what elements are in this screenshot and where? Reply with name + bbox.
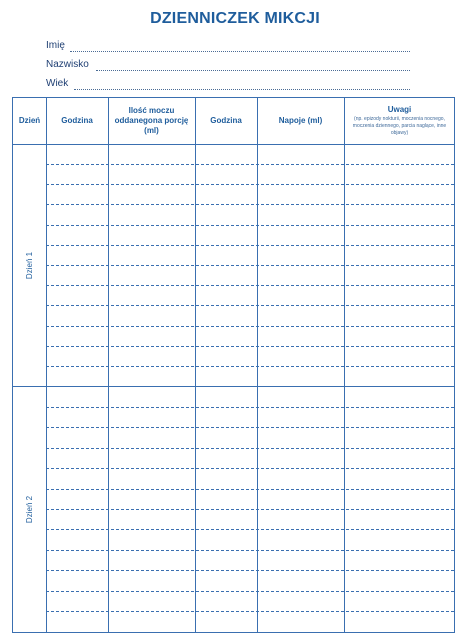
surname-field[interactable] [46, 59, 410, 73]
entry-row-line[interactable] [46, 184, 454, 185]
entry-row-line[interactable] [46, 366, 454, 367]
day-2-label [13, 386, 46, 633]
voiding-diary-table [12, 97, 455, 633]
header-time-1: Godzina [61, 116, 93, 125]
column-divider [195, 98, 196, 632]
column-divider [46, 98, 47, 632]
header-day: Dzień [18, 116, 41, 125]
surname-dotted-line[interactable] [96, 70, 410, 71]
entry-row-line[interactable] [46, 305, 454, 306]
entry-row-line[interactable] [46, 591, 454, 592]
entry-row-line[interactable] [46, 611, 454, 612]
entry-row-line[interactable] [46, 427, 454, 428]
entry-row-line[interactable] [46, 509, 454, 510]
page-title: DZIENNICZEK MIKCJI [150, 10, 320, 27]
column-divider [344, 98, 345, 632]
day-2-label-text: Dzień 2 [25, 495, 34, 524]
header-drinks: Napoje (ml) [278, 116, 323, 125]
age-label: Wiek [46, 78, 69, 89]
entry-row-line[interactable] [46, 346, 454, 347]
day-1-label-text: Dzień 1 [25, 251, 34, 279]
entry-row-line[interactable] [46, 407, 454, 408]
entry-row-line[interactable] [46, 265, 454, 266]
entry-row-line[interactable] [46, 285, 454, 286]
header-remarks-title: Uwagi [387, 105, 412, 114]
age-dotted-line[interactable] [74, 89, 410, 90]
column-divider [257, 98, 258, 632]
name-dotted-line[interactable] [70, 51, 410, 52]
entry-row-line[interactable] [46, 570, 454, 571]
entry-row-line[interactable] [46, 489, 454, 490]
entry-row-line[interactable] [46, 326, 454, 327]
name-field[interactable] [46, 40, 410, 54]
day-divider [13, 386, 454, 387]
name-label: Imię [46, 40, 65, 51]
header-remarks-note: (np. epizody nokturii, moczenia nocnego, moczenia dziennego, parcia naglące, inne objawy) [352, 116, 447, 136]
entry-row-line[interactable] [46, 204, 454, 205]
header-time-2: Godzina [210, 116, 242, 125]
entry-row-line[interactable] [46, 225, 454, 226]
age-field[interactable] [46, 78, 410, 92]
header-divider [13, 144, 454, 145]
entry-row-line[interactable] [46, 550, 454, 551]
entry-row-line[interactable] [46, 448, 454, 449]
entry-row-line[interactable] [46, 468, 454, 469]
entry-row-line[interactable] [46, 164, 454, 165]
day-1-label [13, 144, 46, 386]
entry-row-line[interactable] [46, 245, 454, 246]
column-divider [108, 98, 109, 632]
header-remarks [344, 98, 455, 144]
surname-label: Nazwisko [46, 59, 89, 70]
header-urine-volume: Ilość moczu oddanegona porcję (ml) [114, 106, 189, 135]
entry-row-line[interactable] [46, 529, 454, 530]
